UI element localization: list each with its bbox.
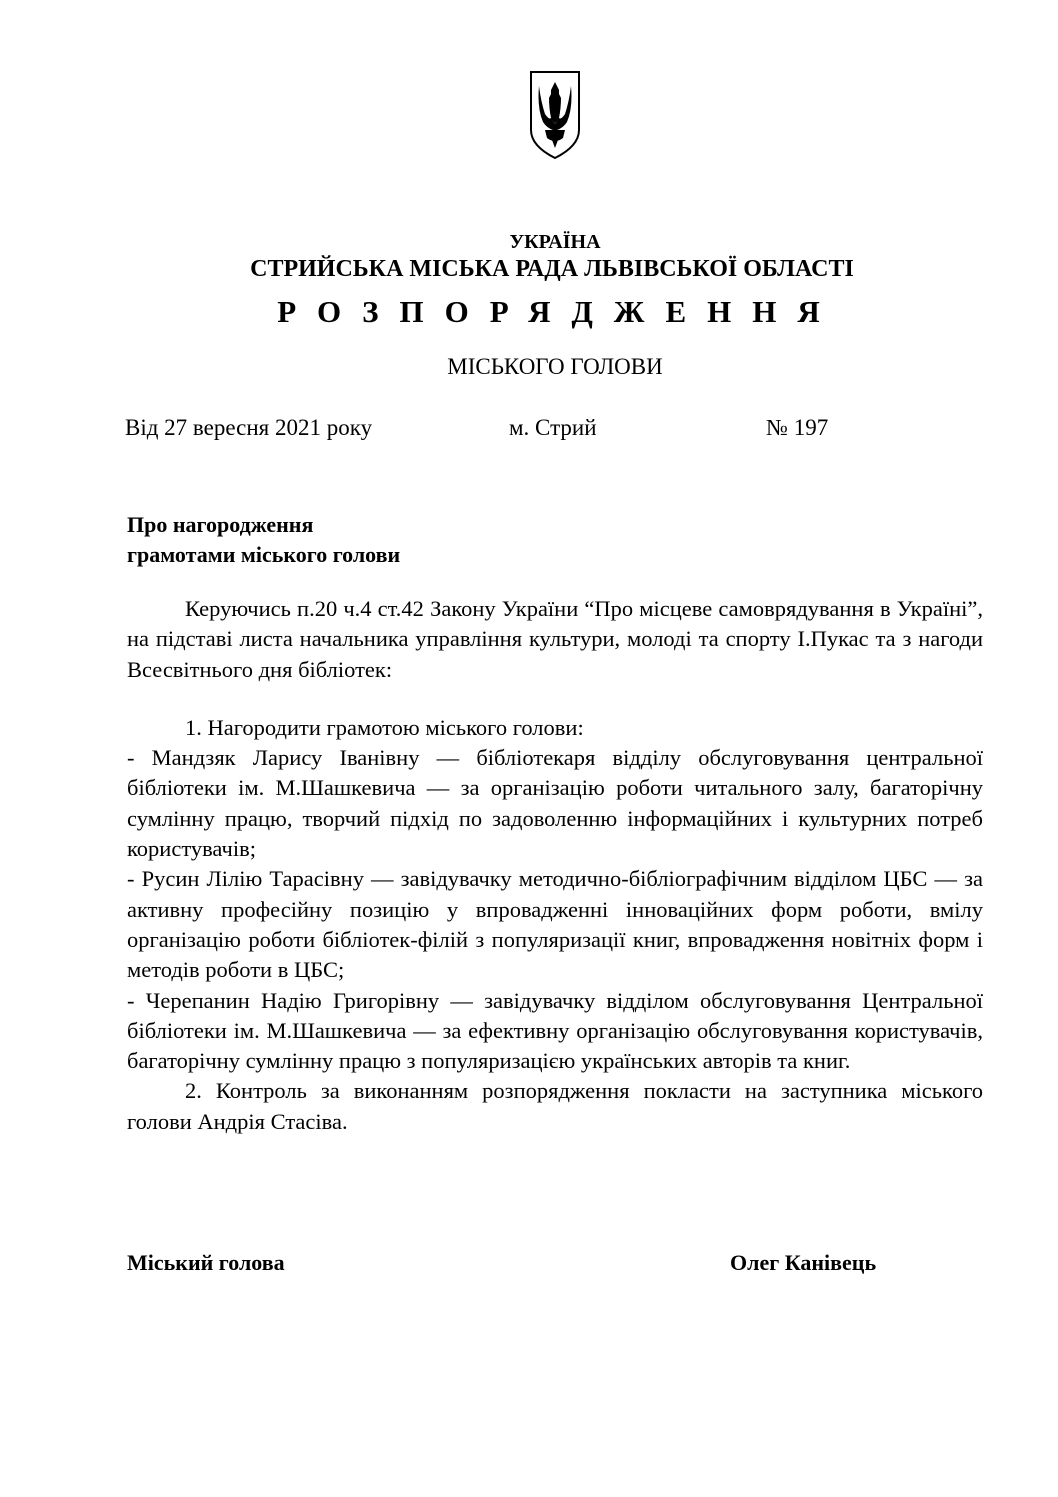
issuer-heading: МІСЬКОГО ГОЛОВИ: [447, 354, 663, 379]
subject-line-1: Про нагородження: [127, 512, 314, 537]
coat-of-arms-icon: [525, 68, 585, 160]
document-date: Від 27 вересня 2021 року: [125, 415, 373, 440]
subject-line-2: грамотами міського голови: [127, 542, 401, 567]
document-city: м. Стрий: [509, 415, 597, 440]
document-body: [127, 594, 983, 1137]
preamble-paragraph: Керуючись п.20 ч.4 ст.42 Закону України “Про місцеве самоврядування в Україні”, на підставі листа начальника управління культури, молоді та спорту І.Пукас та з нагоди Всесвітнього дня бібліотек:: [127, 596, 983, 682]
awardee-paragraph: - Черепанин Надію Григорівну — завідувачку відділом обслуговування Центральної бібліотеки ім. М.Шашкевича — за ефективну організацію обслуговування користувачів, багаторічну сумлінну працю з популяризацією українських авторів та книг.: [127, 987, 983, 1074]
awardee-paragraph: - Мандзяк Ларису Іванівну — бібліотекаря відділу обслуговування центральної бібліотеки ім. М.Шашкевича — за організацію роботи читального залу, багаторічну сумлінну працю, творчий підхід по задоволенню інформаційних і культурних потреб користувачів;: [127, 745, 983, 862]
document-subject: [127, 510, 400, 570]
council-heading: СТРИЙСЬКА МІСЬКА РАДА ЛЬВІВСЬКОЇ ОБЛАСТІ: [250, 256, 854, 282]
country-heading: УКРАЇНА: [509, 231, 601, 253]
signature-title: Міський голова: [127, 1250, 285, 1275]
document-type-heading: РОЗПОРЯДЖЕННЯ: [277, 294, 841, 329]
document-number: № 197: [766, 415, 829, 440]
signature-name: Олег Канівець: [730, 1250, 877, 1275]
item-1-heading: 1. Нагородити грамотою міського голови:: [185, 714, 584, 740]
item-2-paragraph: 2. Контроль за виконанням розпорядження покласти на заступника міського голови Андрія Стасіва.: [127, 1078, 983, 1134]
awardee-paragraph: - Русин Лілію Тарасівну — завідувачку методично-бібліографічним відділом ЦБС — за активну професійну позицію у впровадженні інноваційних форм роботи, вмілу організацію роботи бібліотек-філій з популяризації книг, впровадження новітніх форм і методів роботи в ЦБС;: [127, 866, 983, 983]
